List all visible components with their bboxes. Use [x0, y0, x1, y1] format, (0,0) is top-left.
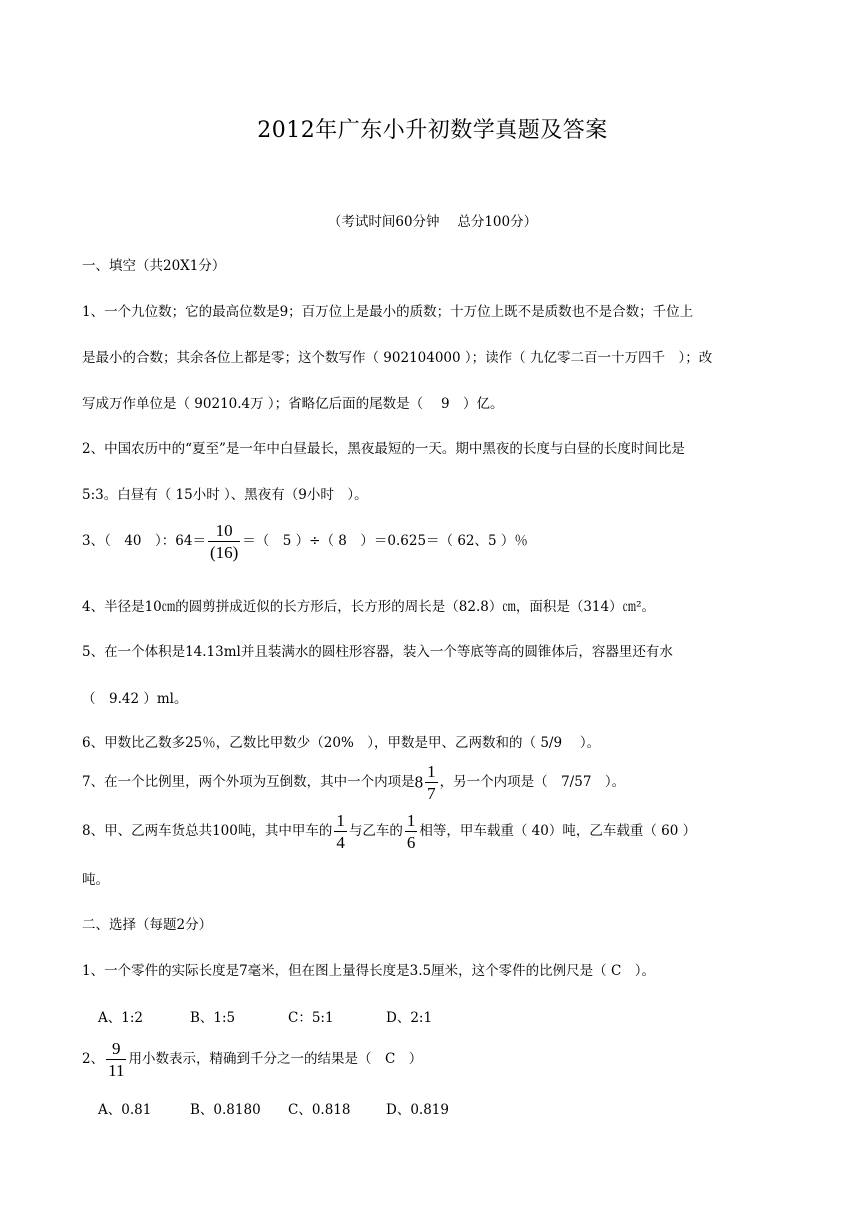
fraction-bar [425, 782, 438, 783]
text: ）。 [562, 735, 601, 751]
fraction [334, 812, 347, 851]
answer: 40 [124, 533, 142, 549]
answer: 9 [440, 396, 450, 412]
text: ）。 [591, 774, 626, 790]
text: ）；改 [664, 350, 713, 366]
text: ）㎝，面积是（ [488, 599, 584, 615]
text: 用小数表示，精确到千分之一的结果是（ [128, 1051, 385, 1067]
text: 7、在一个比例里，两个外项为互倒数，其中一个内项是 [82, 774, 415, 790]
numerator: 1 [336, 811, 345, 830]
text: 6、甲数比乙数多25％，乙数比甲数少（ [82, 735, 324, 751]
text: 是最小的合数；其余各位上都是零；这个数写作（ [82, 350, 384, 366]
answer: 314 [583, 599, 610, 615]
option-b: B、0.8180 [190, 1102, 261, 1118]
answer: 902104000 [383, 350, 461, 366]
denominator: 6 [406, 833, 416, 852]
text: （ [82, 691, 109, 707]
denominator: 7 [427, 784, 436, 803]
text: ）吨，乙车载重（ [548, 823, 662, 839]
answer: 5/9 [540, 735, 563, 751]
answer: 40 [531, 823, 549, 839]
text: ）；读作（ [460, 350, 530, 366]
answer: 82.8 [458, 599, 489, 615]
option-d: D、2:1 [386, 1010, 433, 1026]
text: 写成万作单位是（ [82, 396, 195, 412]
answer: 60 [661, 823, 679, 839]
answer: 7/57 [561, 774, 592, 790]
option-a: A、1:2 [98, 1010, 143, 1026]
answer: 62、5 [457, 533, 497, 549]
text: ）：64＝ [141, 533, 206, 549]
q7-line [82, 763, 625, 802]
fraction [425, 763, 438, 802]
fraction [405, 812, 418, 851]
text: 1、一个零件的实际长度是7毫米，但在图上量得长度是3.5厘米，这个零件的比例尺是（ [82, 963, 611, 979]
choice-q2 [82, 1040, 422, 1079]
option-c: C：5:1 [288, 1010, 334, 1026]
q1-line1: 1、一个九位数；它的最高位数是9；百万位上是最小的质数；十万位上既不是质数也不是合数；千位上 [82, 304, 694, 320]
option-b: B、1:5 [190, 1010, 236, 1026]
exam-info: （考试时间60分钟 总分100分） [327, 214, 538, 230]
text: ）。 [333, 487, 368, 503]
q4-line [82, 595, 655, 615]
numerator: 1 [427, 762, 436, 781]
q3-line [82, 522, 528, 561]
q5-line1: 5、在一个体积是14.13ml并且装满水的圆柱形容器，装入一个等底等高的圆锥体后，容器里还有水 [82, 644, 673, 660]
fraction-bar [334, 831, 347, 832]
text: 5:3。白昼有（ [82, 487, 176, 503]
choice-q2-options [98, 1098, 449, 1118]
section2-heading: 二、选择（每题2分） [82, 917, 213, 933]
text: ）、黑夜有（ [219, 487, 299, 503]
q8-line2: 吨。 [82, 872, 109, 888]
text: 相等，甲车载重（ [419, 823, 532, 839]
text: ）；省略亿后面的尾数是（ [263, 396, 441, 412]
option-d: D、0.819 [386, 1102, 449, 1118]
q6-line [82, 731, 600, 751]
text: 4、半径是10㎝的圆剪拼成近似的长方形后，长方形的周长是（ [82, 599, 459, 615]
text: 3、（ [82, 533, 125, 549]
numerator: 9 [112, 1039, 121, 1058]
fraction-bar [208, 541, 240, 542]
answer: 9.42 [109, 691, 140, 707]
text: ）亿。 [449, 396, 504, 412]
answer: 90210.4万 [194, 396, 264, 412]
answer: 5 [282, 533, 292, 549]
text: 8、甲、乙两车货总共100吨，其中甲车的 [82, 823, 333, 839]
answer: 九亿零二百一十万四千 [529, 350, 665, 366]
answer: C [384, 1051, 396, 1067]
text: ） [395, 1051, 423, 1067]
option-a: A、0.81 [98, 1102, 152, 1118]
text: ）＝0.625＝（ [346, 533, 458, 549]
text: ）÷（ [291, 533, 339, 549]
fraction [106, 1040, 126, 1079]
text: ）ml。 [139, 691, 188, 707]
text: ） [678, 823, 697, 839]
answer: 8 [338, 533, 347, 549]
option-c: C、0.818 [288, 1102, 351, 1118]
text: ）％ [496, 533, 528, 549]
answer: 9小时 [298, 487, 334, 503]
denominator: (16) [209, 543, 239, 562]
answer: 20% [323, 735, 354, 751]
text: ＝（ [242, 533, 283, 549]
text: ，另一个内项是（ [439, 774, 562, 790]
q2-line2 [82, 483, 368, 503]
text: ），甲数是甲、乙两数和的（ [353, 735, 541, 751]
q5-line2 [82, 687, 187, 707]
answer: C [610, 963, 622, 979]
text: 2、 [82, 1051, 105, 1067]
q1-line3 [82, 392, 504, 412]
text: ）㎝²。 [609, 599, 656, 615]
denominator: 11 [108, 1061, 125, 1080]
answer: 15小时 [175, 487, 220, 503]
q2-line1: 2、中国农历中的“夏至”是一年中白昼最长，黑夜最短的一天。期中黑夜的长度与白昼的长度时间比是 [82, 441, 685, 457]
numerator: 1 [406, 811, 416, 830]
numerator: 10 [215, 521, 233, 540]
q8-line1 [82, 812, 696, 851]
section1-heading: 一、填空（共20X1分） [82, 258, 226, 274]
mixed-number-whole: 8 [414, 772, 424, 792]
page-title: 2012年广东小升初数学真题及答案 [257, 118, 608, 143]
fraction-bar [106, 1059, 126, 1060]
denominator: 4 [336, 833, 345, 852]
fraction-bar [405, 831, 418, 832]
fraction [208, 522, 240, 561]
text: 与乙车的 [348, 823, 403, 839]
q1-line2 [82, 346, 712, 366]
choice-q1-options [98, 1006, 432, 1026]
text: ）。 [621, 963, 656, 979]
choice-q1 [82, 959, 655, 979]
